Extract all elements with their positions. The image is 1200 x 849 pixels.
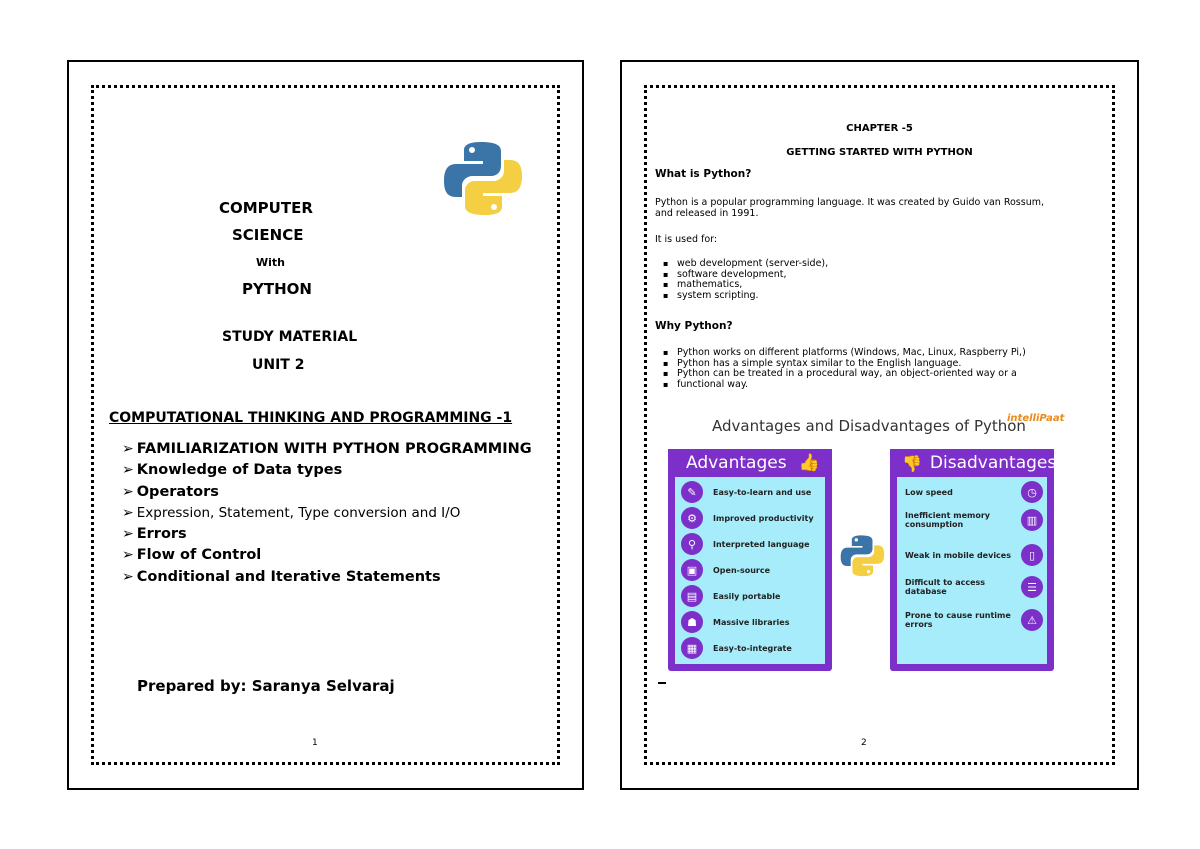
used-for-label: It is used for:: [655, 234, 718, 245]
list-item: ▪ web development (server-side),: [655, 259, 1095, 270]
advantage-item: [681, 609, 821, 635]
python-logo-icon: [839, 530, 887, 582]
disadvantage-label: [905, 488, 953, 497]
list-item: ▪ Python can be treated in a procedural way, an object-oriented way or a: [655, 369, 1095, 380]
advantage-item: [681, 557, 821, 583]
disadvantage-label: [905, 551, 1011, 560]
label-line: Weak in mobile devices: [905, 550, 1011, 560]
disadvantages-panel: [890, 449, 1057, 671]
open-source-icon: ▣: [681, 559, 703, 581]
label-line: consumption: [905, 520, 964, 529]
thumbs-up-icon: 👍: [798, 453, 820, 473]
topic-item: [122, 441, 532, 457]
disadvantage-label: [905, 511, 990, 529]
why-python-list: [655, 348, 1095, 390]
thumbs-down-icon: 👎: [902, 453, 922, 473]
advantage-item: [681, 505, 821, 531]
advantages-header: [668, 449, 832, 477]
page-number: 2: [861, 738, 867, 748]
topic-item: [122, 569, 441, 585]
advantage-item: [681, 479, 821, 505]
advantage-item: [681, 583, 821, 609]
prepared-by-name: : Saranya Selvaraj: [240, 677, 395, 695]
clock-icon: ◷: [1021, 481, 1043, 503]
section-heading: COMPUTATIONAL THINKING AND PROGRAMMING -1: [109, 410, 513, 426]
advantage-label: Improved productivity: [713, 513, 814, 523]
topic-label: Expression, Statement, Type conversion and I/O: [136, 505, 461, 521]
list-item: ▪ mathematics,: [655, 280, 1095, 291]
memory-icon: ▥: [1021, 509, 1043, 531]
paragraph-line: and released in 1991.: [655, 208, 759, 219]
topic-item: [122, 526, 187, 542]
cover-title-with: With: [256, 256, 285, 269]
arrow-bullet-icon: ➢: [122, 484, 134, 500]
portable-icon: ▤: [681, 585, 703, 607]
topic-item: [122, 462, 342, 478]
cover-title-line1: COMPUTER: [219, 199, 313, 217]
label-line: Difficult to access database: [905, 578, 986, 596]
advantage-label: Open-source: [713, 565, 771, 575]
prepared-by: [137, 677, 395, 695]
unit-label: UNIT 2: [252, 357, 305, 373]
stray-dash: [658, 682, 666, 684]
disadvantage-label: [905, 611, 1011, 629]
prepared-by-label: Prepared by: [137, 677, 241, 695]
list-item: ▪ Python works on different platforms (Windows, Mac, Linux, Raspberry Pi,): [655, 348, 1095, 359]
label-line: Low speed: [905, 487, 953, 497]
disadvantage-item: [903, 479, 1043, 505]
why-python-heading: Why Python?: [655, 320, 733, 332]
list-item: ▪ software development,: [655, 270, 1095, 281]
cover-title-line3: PYTHON: [242, 280, 312, 298]
document-page-2: [620, 60, 1139, 790]
what-is-python-heading: What is Python?: [655, 168, 752, 180]
disadvantage-item: [903, 507, 1043, 533]
chapter-number: CHAPTER -5: [846, 123, 913, 134]
advantage-label: Easily portable: [713, 591, 781, 601]
learn-icon: ✎: [681, 481, 703, 503]
disadvantage-item: [903, 574, 1043, 600]
disadvantage-item: [903, 607, 1043, 633]
intellipaat-logo: intelliPaat: [1007, 413, 1065, 424]
advantage-label: Easy-to-integrate: [713, 643, 792, 653]
disadvantages-header: [890, 449, 1057, 477]
document-page-1: [67, 60, 584, 790]
mobile-icon: ▯: [1021, 544, 1043, 566]
interpreted-icon: ⚲: [681, 533, 703, 555]
disadvantage-item: [903, 542, 1043, 568]
uses-list: [655, 259, 1095, 301]
topic-label: Operators: [136, 484, 219, 500]
library-icon: ☗: [681, 611, 703, 633]
advantage-label: Easy-to-learn and use: [713, 487, 812, 497]
advantage-item: [681, 531, 821, 557]
advantage-label: Massive libraries: [713, 617, 790, 627]
advantages-panel: [668, 449, 832, 671]
infographic-title: Advantages and Disadvantages of Python: [712, 417, 1026, 435]
topic-label: Knowledge of Data types: [136, 462, 343, 478]
arrow-bullet-icon: ➢: [122, 441, 134, 457]
arrow-bullet-icon: ➢: [122, 462, 134, 478]
topic-label: Errors: [136, 526, 187, 542]
disadvantages-list: [897, 477, 1047, 664]
study-material-label: STUDY MATERIAL: [222, 329, 358, 345]
python-logo-icon: [441, 139, 527, 219]
topic-label: Conditional and Iterative Statements: [136, 569, 441, 585]
advantages-list: [675, 477, 825, 664]
integrate-icon: ▦: [681, 637, 703, 659]
arrow-bullet-icon: ➢: [122, 547, 134, 563]
arrow-bullet-icon: ➢: [122, 526, 134, 542]
list-item: ▪ system scripting.: [655, 291, 1095, 302]
cover-title-line2: SCIENCE: [232, 226, 304, 244]
what-is-python-paragraph: [655, 197, 1044, 219]
topic-item: [122, 547, 261, 563]
topic-label: FAMILIARIZATION WITH PYTHON PROGRAMMING: [136, 441, 532, 457]
advantage-item: [681, 635, 821, 661]
topic-item: [122, 484, 219, 500]
chapter-title: GETTING STARTED WITH PYTHON: [786, 147, 973, 158]
disadvantages-label: Disadvantages: [929, 453, 1057, 473]
database-icon: ☰: [1021, 576, 1043, 598]
arrow-bullet-icon: ➢: [122, 569, 134, 585]
topic-label: Flow of Control: [136, 547, 262, 563]
list-item: ▪ Python has a simple syntax similar to the English language.: [655, 359, 1095, 370]
advantages-label: Advantages: [686, 453, 787, 473]
label-line: Prone to cause runtime: [905, 611, 1011, 620]
disadvantage-label: [905, 578, 1021, 596]
label-line: errors: [905, 620, 933, 629]
productivity-icon: ⚙: [681, 507, 703, 529]
advantage-label: Interpreted language: [713, 539, 810, 549]
arrow-bullet-icon: ➢: [122, 505, 134, 521]
list-item: ▪ functional way.: [655, 380, 1095, 391]
label-line: Inefficient memory: [905, 511, 990, 520]
paragraph-line: Python is a popular programming language. It was created by Guido van Rossum,: [655, 197, 1044, 208]
warning-icon: ⚠: [1021, 609, 1043, 631]
topic-item: [122, 505, 460, 521]
page-number: 1: [312, 738, 318, 748]
